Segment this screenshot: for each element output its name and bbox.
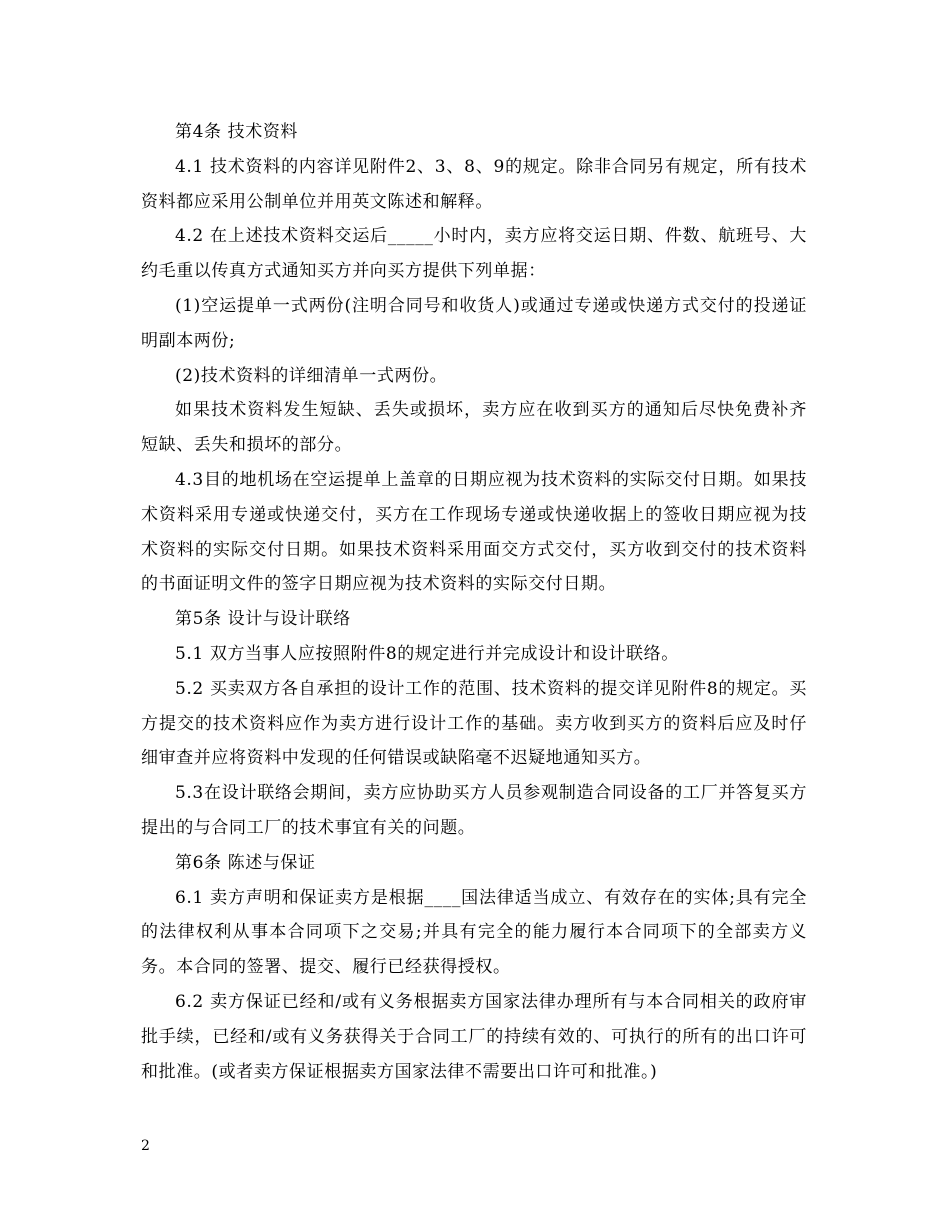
article-4-heading: 第4条 技术资料 — [175, 122, 299, 142]
clause-4-2-item-2: (2)技术资料的详细清单一式两份。 — [175, 365, 448, 386]
clause-6-2: 6.2 卖方保证已经和/或有义务根据卖方国家法律办理所有与本合同相关的政府审批手续，已经和/或有义务获得关于合同工厂的持续有效的、可执行的所有的出口许可和批准。(或者卖方保证根据卖方国家法律不需要出口许可和批准。) — [141, 991, 807, 1082]
article-6-heading: 第6条 陈述与保证 — [175, 852, 316, 873]
document-body — [141, 115, 807, 1089]
clause-5-1: 5.1 双方当事人应按照附件8的规定进行并完成设计和设计联络。 — [175, 643, 679, 664]
article-5-heading: 第5条 设计与设计联络 — [175, 609, 351, 630]
clause-5-3: 5.3在设计联络会期间，卖方应协助买方人员参观制造合同设备的工厂并答复买方提出的与合同工厂的技术事宜有关的问题。 — [141, 783, 807, 838]
clause-4-2-shortage: 如果技术资料发生短缺、丢失或损坏，卖方应在收到买方的通知后尽快免费补齐短缺、丢失和损坏的部分。 — [141, 400, 807, 456]
clause-4-2-item-1: (1)空运提单一式两份(注明合同号和收货人)或通过专递或快递方式交付的投递证明副本两份; — [141, 295, 807, 351]
clause-6-1: 6.1 卖方声明和保证卖方是根据____国法律适当成立、有效存在的实体;具有完全的法律权利从事本合同项下之交易;并具有完全的能力履行本合同项下的全部卖方义务。本合同的签署、提交、履行已经获得授权。 — [141, 887, 807, 978]
page-number: 2 — [141, 1138, 150, 1154]
clause-4-1: 4.1 技术资料的内容详见附件2、3、8、9的规定。除非合同另有规定，所有技术资料都应采用公制单位并用英文陈述和解释。 — [141, 156, 807, 212]
clause-5-2: 5.2 买卖双方各自承担的设计工作的范围、技术资料的提交详见附件8的规定。买方提交的技术资料应作为卖方进行设计工作的基础。卖方收到买方的资料后应及时仔细审查并应将资料中发现的任何错误或缺陷毫不迟疑地通知买方。 — [141, 678, 807, 769]
clause-4-2: 4.2 在上述技术资料交运后_____小时内，卖方应将交运日期、件数、航班号、大约毛重以传真方式通知买方并向买方提供下列单据： — [141, 226, 807, 282]
clause-4-3: 4.3目的地机场在空运提单上盖章的日期应视为技术资料的实际交付日期。如果技术资料采用专递或快递交付，买方在工作现场专递或快递收据上的签收日期应视为技术资料的实际交付日期。如果技术资料采用面交方式交付，买方收到交付的技术资料的书面证明文件的签字日期应视为技术资料的实际交付日期。 — [141, 469, 807, 595]
